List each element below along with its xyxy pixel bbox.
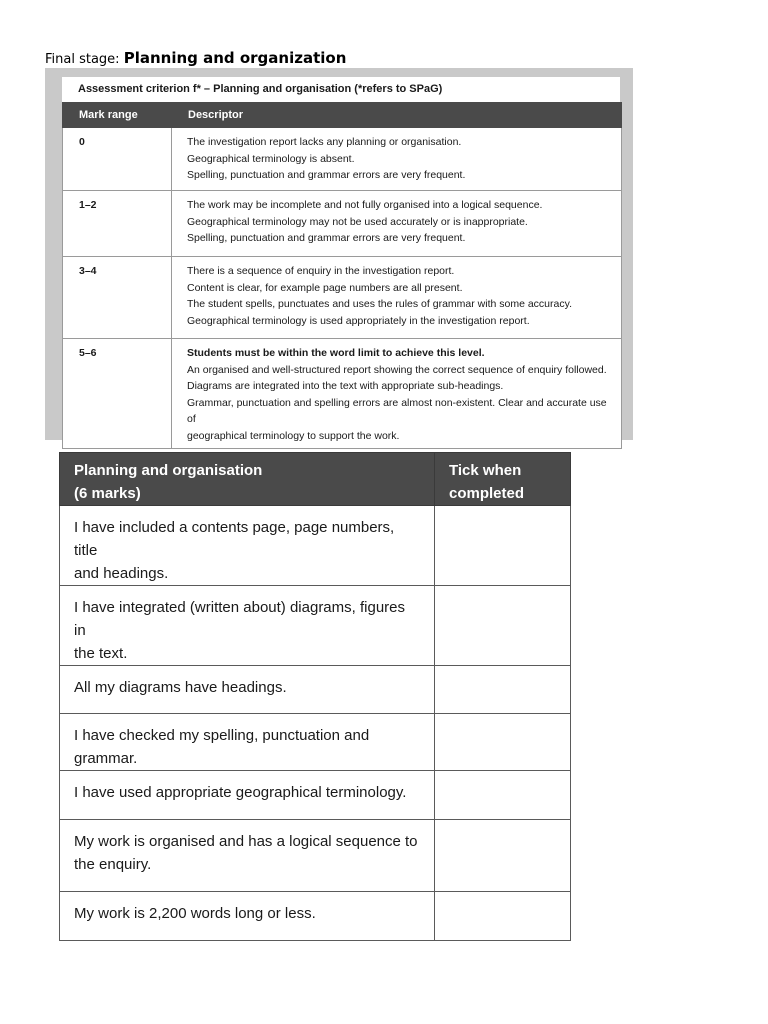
checklist-item <box>60 666 435 714</box>
checklist-row <box>60 892 571 941</box>
checklist-row <box>60 714 571 771</box>
descriptor-cell <box>172 128 622 191</box>
tick-box[interactable] <box>435 892 571 941</box>
checklist-item <box>60 586 435 666</box>
descriptor-line: Grammar, punctuation and spelling errors are almost non-existent. Clear and accurate use of <box>187 396 607 425</box>
descriptor-line: Spelling, punctuation and grammar errors are very frequent. <box>187 169 466 181</box>
checklist-item-line: the text. <box>74 645 128 662</box>
criterion-row <box>63 128 622 191</box>
checklist-row <box>60 586 571 666</box>
descriptor-line: Geographical terminology is used appropriately in the investigation report. <box>187 314 530 327</box>
checklist-item-line: All my diagrams have headings. <box>74 679 287 696</box>
tick-header-line: completed <box>449 485 525 502</box>
descriptor-cell <box>172 339 622 449</box>
descriptor-line: The investigation report lacks any planning or organisation. <box>187 136 462 148</box>
criterion-row <box>63 191 622 257</box>
checklist-item-line: My work is organised and has a logical sequence to <box>74 833 418 850</box>
checklist-row <box>60 666 571 714</box>
mark-range-cell: 5–6 <box>63 339 172 449</box>
descriptor-cell <box>172 257 622 339</box>
criterion-table <box>62 102 622 449</box>
mark-range-header: Mark range <box>63 103 172 128</box>
checklist-item-line: My work is 2,200 words long or less. <box>74 905 316 922</box>
checklist-item <box>60 714 435 771</box>
criterion-row <box>63 257 622 339</box>
checklist-item-line: I have included a contents page, page numbers, title <box>74 519 395 559</box>
criterion-header-row <box>63 103 622 128</box>
tick-box[interactable] <box>435 771 571 820</box>
page-heading <box>45 49 346 67</box>
checklist-row <box>60 771 571 820</box>
descriptor-line: An organised and well-structured report showing the correct sequence of enquiry followed. <box>187 363 607 376</box>
checklist-row <box>60 820 571 892</box>
descriptor-line: The work may be incomplete and not fully organised into a logical sequence. <box>187 199 543 211</box>
checklist-marks: (6 marks) <box>74 485 141 502</box>
checklist-item-line: I have checked my spelling, punctuation and grammar. <box>74 727 370 767</box>
checklist-item <box>60 892 435 941</box>
checklist-title: Planning and organisation <box>74 462 263 479</box>
criterion-title: Assessment criterion f* – Planning and organisation (*refers to SPaG) <box>62 77 620 102</box>
checklist-item <box>60 771 435 820</box>
descriptor-cell <box>172 191 622 257</box>
tick-box[interactable] <box>435 820 571 892</box>
tick-box[interactable] <box>435 666 571 714</box>
checklist-title-header <box>60 453 435 506</box>
descriptor-line: Spelling, punctuation and grammar errors are very frequent. <box>187 232 466 244</box>
checklist-item <box>60 820 435 892</box>
checklist-table <box>59 452 571 941</box>
checklist-item-line: the enquiry. <box>74 856 152 873</box>
checklist-header-row <box>60 453 571 506</box>
criterion-row <box>63 339 622 449</box>
descriptor-line: Content is clear, for example page numbers are all present. <box>187 281 463 294</box>
assessment-criterion-panel <box>45 68 633 440</box>
descriptor-line: geographical terminology to support the work. <box>187 429 400 442</box>
page-heading-prefix: Final stage: <box>45 52 124 67</box>
tick-box[interactable] <box>435 506 571 586</box>
descriptor-line: Geographical terminology is absent. <box>187 152 355 165</box>
descriptor-line: Diagrams are integrated into the text with appropriate sub-headings. <box>187 380 504 392</box>
tick-header-line: Tick when <box>449 462 522 479</box>
descriptor-line: Geographical terminology may not be used accurately or is inappropriate. <box>187 215 528 228</box>
checklist-row <box>60 506 571 586</box>
word-limit-requirement: Students must be within the word limit to achieve this level. <box>187 347 485 359</box>
descriptor-line: There is a sequence of enquiry in the investigation report. <box>187 265 455 277</box>
checklist-item-line: I have used appropriate geographical terminology. <box>74 784 407 801</box>
checklist-item-line: I have integrated (written about) diagrams, figures in <box>74 599 406 639</box>
mark-range-cell: 0 <box>63 128 172 191</box>
tick-box[interactable] <box>435 714 571 771</box>
descriptor-header: Descriptor <box>172 103 622 128</box>
page-title: Planning and organization <box>123 49 347 67</box>
tick-box[interactable] <box>435 586 571 666</box>
mark-range-cell: 1–2 <box>63 191 172 257</box>
tick-header <box>435 453 571 506</box>
checklist-item-line: and headings. <box>74 565 169 582</box>
descriptor-line: The student spells, punctuates and uses the rules of grammar with some accuracy. <box>187 298 572 310</box>
checklist-item <box>60 506 435 586</box>
mark-range-cell: 3–4 <box>63 257 172 339</box>
